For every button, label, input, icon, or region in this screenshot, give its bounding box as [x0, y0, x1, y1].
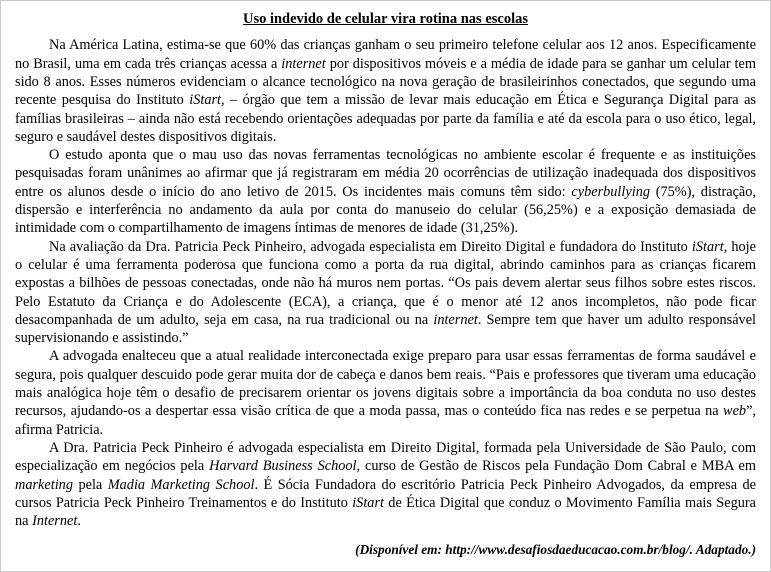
emphasized-term: web: [723, 403, 747, 420]
text-run: . Sempre tem que haver um adulto responsável supervisionando e assistindo.”: [15, 311, 757, 347]
text-run: de Ética Digital que conduz o Movimento Família mais Segura na: [15, 494, 756, 530]
paragraph-3: [15, 238, 756, 348]
page-title: Uso indevido de celular vira rotina nas escolas: [242, 11, 529, 27]
emphasized-term: iStart: [691, 238, 724, 255]
text-run: ”, afirma Patricia.: [15, 403, 756, 438]
text-run: A advogada enalteceu que a atual realidade interconectada exige preparo para usar essas ferramentas de forma saudável e segura, pois qualquer descuido pode gerar muita dor de cabeça e danos bem reais. “Pais e professores que tiveram uma educação mais analógica hoje têm o desafio de precisarem orientar os jovens digitais sobre a importância da boa conduta no uso destes recursos, ajudando-os a despertar essa visão crítica de que a moda passa, mas o conteúdo fica nas redes e se perpetua na: [15, 348, 756, 420]
emphasized-term: Harvard Business School: [209, 458, 357, 475]
source-citation: (Disponível em: http://www.desafiosdaeducacao.com.br/blog/. Adaptado.): [355, 542, 756, 558]
paragraph-2: [15, 146, 756, 237]
text-run: Na América Latina, estima-se que 60% das crianças ganham o seu primeiro telefone celular aos 12 anos. Especificamente no Brasil, uma em cada três crianças acessa a: [15, 37, 756, 72]
emphasized-term: internet: [433, 311, 478, 328]
text-run: , hoje o celular é uma ferramenta poderosa que funciona como a porta da rua digital, abrindo caminhos para as crianças ficarem expostas a bilhões de pessoas conectadas, onde não há muros nem portas. “Os pais devem alertar seus filhos sobre estes riscos. Pelo Estatuto da Criança e do Adolescente (ECA), a criança, que é o menor até 12 anos incompletos, não pode ficar desacompanhada de um adulto, seja em casa, na rua tradicional ou na: [15, 238, 756, 328]
text-run: . É Sócia Fundadora do escritório Patricia Peck Pinheiro Advogados, da empresa de cursos Patricia Peck Pinheiro Treinamentos e do Instituto: [15, 476, 756, 511]
emphasized-term: cyberbullying: [571, 183, 650, 200]
text-run: Na avaliação da Dra. Patricia Peck Pinheiro, advogada especialista em Direito Digital e fundadora do Instituto: [49, 238, 692, 255]
emphasized-term: iStart: [352, 494, 384, 511]
emphasized-term: Madia Marketing School: [107, 476, 255, 493]
text-run: (75%), distração, dispersão e interferência no andamento da aula por conta do manuseio do celular (56,25%) e a exposição demasiada de intimidade com o compartilhamento de imagens íntimas de menores de idade (31,25%).: [15, 183, 756, 237]
emphasized-term: iStart: [189, 92, 222, 109]
emphasized-term: marketing: [15, 476, 73, 493]
paragraph-1: [15, 36, 756, 146]
text-run: .: [77, 513, 81, 530]
paragraph-4: [15, 347, 756, 438]
paragraph-5: [15, 439, 756, 530]
text-run: por dispositivos móveis e a média de idade para se ganhar um celular tem sido 8 anos. Esses números evidenciam o alcance tecnológico na nova geração de brasileirinhos conectados, que segundo uma recente pesquisa do Instituto: [15, 55, 756, 109]
text-run: pela: [72, 476, 108, 493]
text-run: , – órgão que tem a missão de levar mais educação em Ética e Segurança Digital para as famílias brasileiras – ainda não está recebendo orientações adequadas por parte da família e até da escola para o uso ético, legal, seguro e saudável destes dispositivos digitais.: [15, 92, 756, 145]
text-run: O estudo aponta que o mau uso das novas ferramentas tecnológicas no ambiente escolar é frequente e as instituições pesquisadas foram unânimes ao afirmar que já registraram em média 20 ocorrências de utilização inadequada dos dispositivos entre os alunos desde o início do ano letivo de 2015. Os incidentes mais comuns têm sido:: [15, 147, 756, 200]
text-run: A Dra. Patricia Peck Pinheiro é advogada especialista em Direito Digital, formada pela Universidade de São Paulo, com especialização em negócios pela: [15, 439, 756, 475]
emphasized-term: internet: [281, 55, 326, 72]
text-run: , curso de Gestão de Riscos pela Fundação Dom Cabral e MBA em: [356, 458, 756, 475]
emphasized-term: Internet: [32, 513, 78, 530]
